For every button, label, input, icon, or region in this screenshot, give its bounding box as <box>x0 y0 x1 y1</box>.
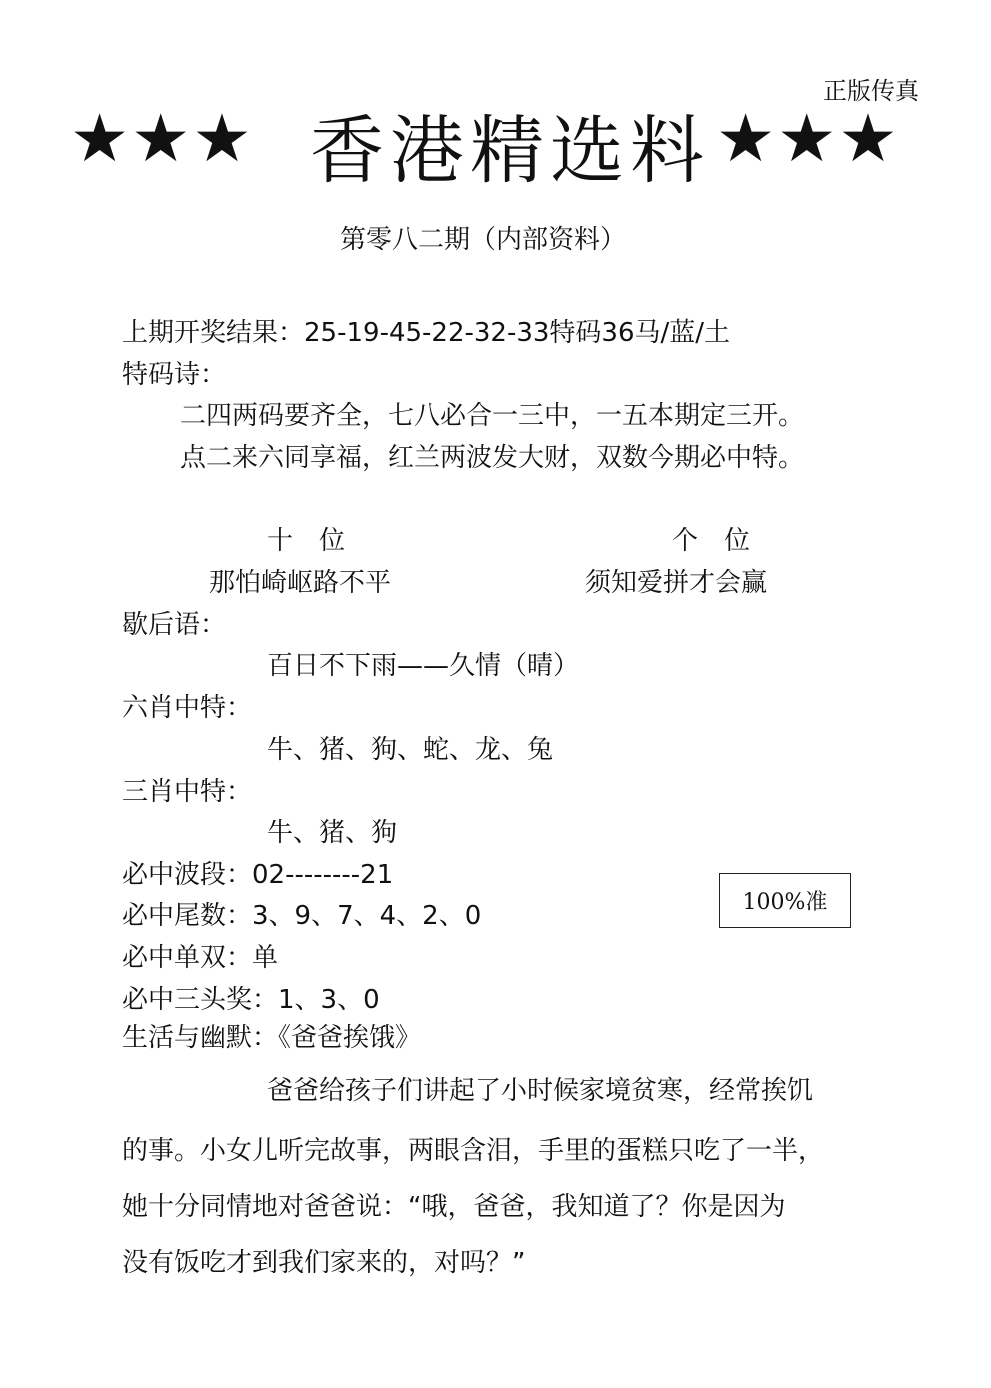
odd-even-row <box>122 945 278 971</box>
poem-line-1: 二四两码要齐全，七八必合一三中，一五本期定三开。 <box>180 401 805 431</box>
humor-line-2: 的事。小女儿听完故事，两眼含泪，手里的蛋糕只吃了一半， <box>122 1136 825 1166</box>
stars-left: ★★★ <box>70 100 254 177</box>
heads-label: 必中三头奖： <box>122 985 279 1015</box>
xiehouyu-text: 百日不下雨——久情（晴） <box>267 651 580 681</box>
humor-line-4: 没有饭吃才到我们家来的，对吗？” <box>122 1248 526 1278</box>
accuracy-badge: 100%准 <box>719 873 851 928</box>
range-row <box>122 862 393 888</box>
tails-value: 3、9、7、4、2、0 <box>252 901 482 931</box>
last-result <box>122 320 730 346</box>
three-zodiac-value: 牛、猪、狗 <box>267 818 398 848</box>
page-title: 香港精选料 <box>310 108 710 194</box>
range-value: 02--------21 <box>252 860 394 890</box>
ones-label: 个 位 <box>672 526 751 556</box>
last-result-label: 上期开奖结果： <box>122 318 305 348</box>
odd-even-value: 单 <box>252 943 279 973</box>
fax-label: 正版传真 <box>823 77 919 105</box>
humor-heading <box>122 1025 421 1051</box>
poem-line-2: 点二来六同享福，红兰两波发大财，双数今期必中特。 <box>180 443 805 473</box>
range-label: 必中波段： <box>122 860 253 890</box>
odd-even-label: 必中单双： <box>122 943 253 973</box>
six-zodiac-label: 六肖中特： <box>122 693 253 723</box>
humor-label: 生活与幽默： <box>122 1023 279 1053</box>
tens-phrase: 那怕崎岖路不平 <box>209 568 392 598</box>
last-result-value: 25-19-45-22-32-33特码36马/蓝/土 <box>304 318 731 348</box>
six-zodiac-value: 牛、猪、狗、蛇、龙、兔 <box>267 735 554 765</box>
humor-title: 《爸爸挨饿》 <box>278 1023 422 1053</box>
tails-row <box>122 903 481 929</box>
poem-label: 特码诗： <box>122 360 227 390</box>
heads-row <box>122 987 380 1013</box>
tens-label: 十 位 <box>267 526 346 556</box>
humor-line-1: 爸爸给孩子们讲起了小时候家境贫寒，经常挨饥 <box>267 1076 814 1106</box>
heads-value: 1、3、0 <box>278 985 380 1015</box>
three-zodiac-label: 三肖中特： <box>122 777 253 807</box>
tails-label: 必中尾数： <box>122 901 253 931</box>
stars-right: ★★★ <box>716 100 900 177</box>
humor-line-3: 她十分同情地对爸爸说：“哦，爸爸，我知道了？你是因为 <box>122 1192 786 1222</box>
ones-phrase: 须知爱拼才会赢 <box>585 568 768 598</box>
issue-number: 第零八二期（内部资料） <box>340 225 627 255</box>
xiehouyu-label: 歇后语： <box>122 610 227 640</box>
